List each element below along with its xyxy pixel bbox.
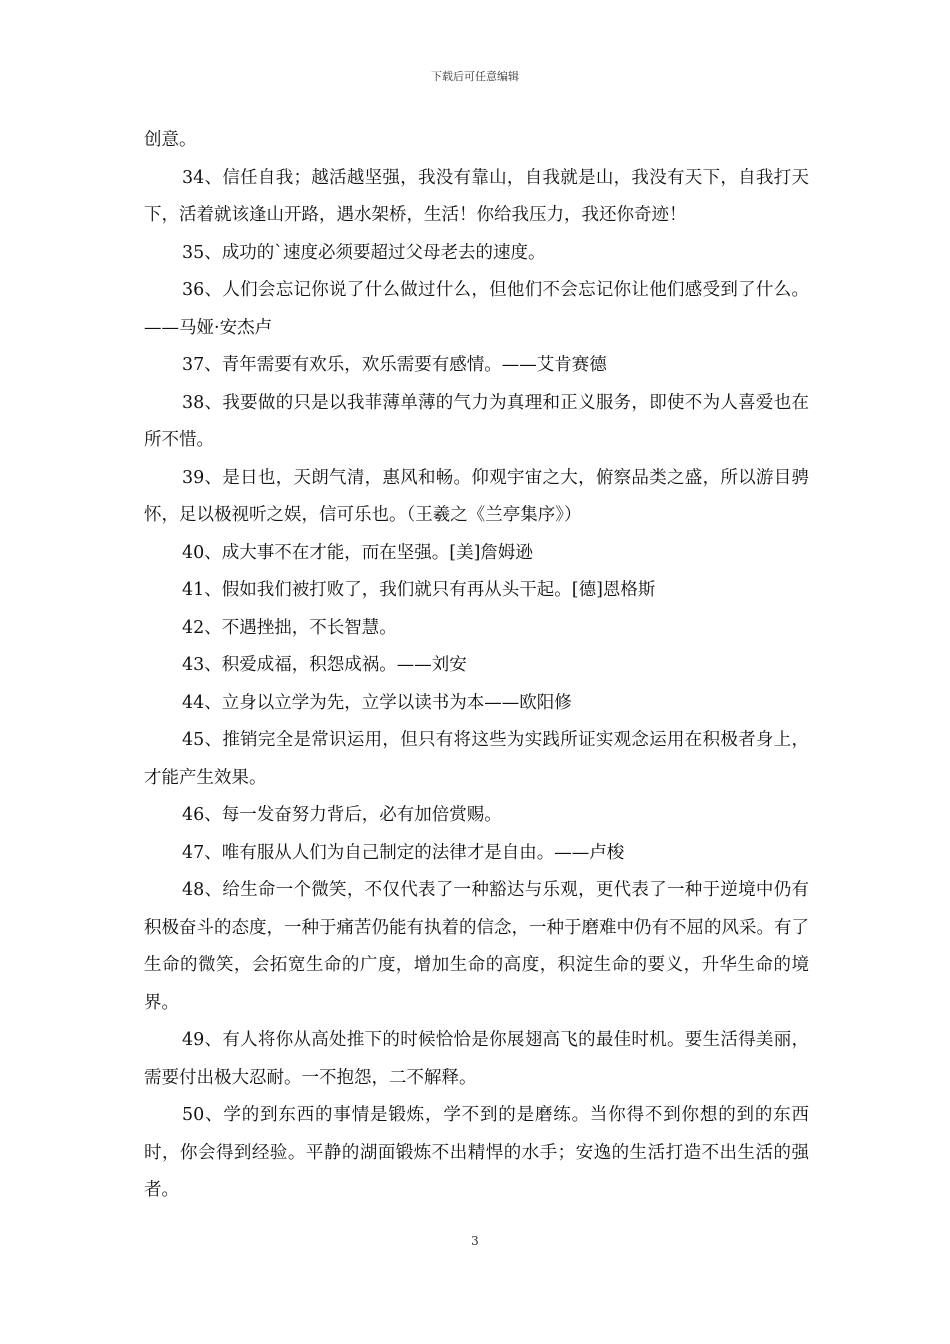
quote-40: 40、成大事不在才能，而在坚强。[美]詹姆逊 (182, 542, 533, 563)
page-header-note: 下载后可任意编辑 (431, 70, 519, 83)
quote-38: 38、我要做的只是以我菲薄单薄的气力为真理和正义服务，即使不为人喜爱也在所不惜。 (144, 392, 809, 450)
quote-37: 37、青年需要有欢乐，欢乐需要有感情。——艾肯赛德 (182, 355, 607, 375)
paragraph-continuation: 创意。 (144, 130, 197, 150)
quote-44: 44、立身以立学为先，立学以读书为本——欧阳修 (182, 692, 572, 713)
quote-45: 45、推销完全是常识运用，但只有将这些为实践所证实观念运用在积极者身上，才能产生效果。 (144, 730, 809, 788)
quote-49: 49、有人将你从高处推下的时候恰恰是你展翅高飞的最佳时机。要生活得美丽，需要付出极大忍耐。一不抱怨，二不解释。 (144, 1030, 809, 1088)
quote-41: 41、假如我们被打败了，我们就只有再从头干起。[德]恩格斯 (182, 580, 656, 600)
quote-39: 39、是日也，天朗气清，惠风和畅。仰观宇宙之大，俯察品类之盛，所以游目骋怀，足以极视听之娱，信可乐也。（王羲之《兰亭集序》） (144, 467, 809, 525)
quote-48: 48、给生命一个微笑，不仅代表了一种豁达与乐观，更代表了一种于逆境中仍有积极奋斗的态度，一种于痛苦仍能有执着的信念，一种于磨难中仍有不屈的风采。有了生命的微笑，会拓宽生命的广度，增加生命的高度，积淀生命的要义，升华生命的境界。 (144, 880, 809, 1013)
quote-46: 46、每一发奋努力背后，必有加倍赏赐。 (182, 805, 502, 825)
quote-35: 35、成功的`速度必须要超过父母老去的速度。 (182, 242, 546, 263)
quote-47: 47、唯有服从人们为自己制定的法律才是自由。——卢梭 (182, 842, 625, 863)
page-number: 3 (471, 1234, 479, 1248)
quote-34: 34、信任自我；越活越坚强，我没有靠山，自我就是山，我没有天下，自我打天下，活着就该逢山开路，遇水架桥，生活！你给我压力，我还你奇迹！ (144, 167, 809, 225)
quote-50: 50、学的到东西的事情是锻炼，学不到的是磨练。当你得不到你想的到的东西时，你会得到经验。平静的湖面锻炼不出精悍的水手；安逸的生活打造不出生活的强者。 (144, 1105, 809, 1200)
quote-42: 42、不遇挫拙，不长智慧。 (182, 617, 397, 638)
document-body (144, 122, 809, 1210)
quote-43: 43、积爱成福，积怨成祸。——刘安 (182, 655, 467, 675)
quote-36: 36、人们会忘记你说了什么做过什么，但他们不会忘记你让他们感受到了什么。——马娅·安杰卢 (144, 280, 809, 338)
